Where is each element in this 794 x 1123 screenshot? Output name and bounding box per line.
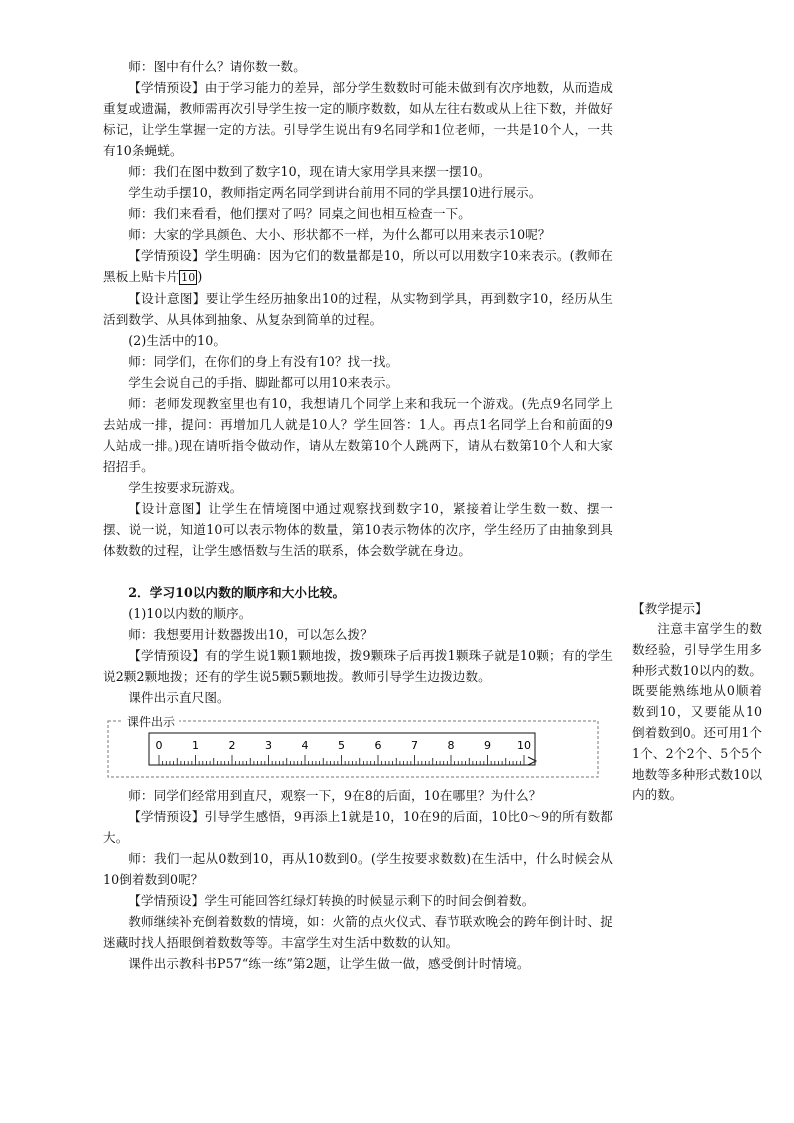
paragraph-bottom-3: 师：我们一起从0数到10，再从10数到0。(学生按要求数数)在生活中，什么时候会从10倒着数到0呢？ — [103, 851, 613, 887]
paragraph-bottom-5: 教师继续补充倒着数数的情境，如：火箭的点火仪式、春节联欢晚会的跨年倒计时、捉迷藏时找人捂眼倒着数数等等。丰富学生对生活中数数的认知。 — [103, 914, 613, 950]
paragraph-bottom-4: 【学情预设】学生可能回答红绿灯转换的时候显示剩下的时间会倒着数。 — [128, 893, 535, 908]
ruler-caption: 课件出示 — [123, 713, 179, 730]
paragraph-top-1: 师：图中有什么？请你数一数。 — [128, 59, 306, 74]
paragraph-mid-4: 学生会说自己的手指、脚趾都可以用10来表示。 — [128, 375, 399, 390]
paragraph-top-5: 师：我们来看看，他们摆对了吗？同桌之间也相互检查一下。 — [128, 206, 471, 221]
paragraph-mid-7: 【设计意图】让学生在情境图中通过观察找到数字10，紧接着让学生数一数、摆一摆、说一说，知道10可以表示物体的数量，第10表示物体的次序，学生经历了由抽象到具体数数的过程，让学生感悟数与生活的联系，体会数学就在身边。 — [103, 501, 613, 558]
card-paragraph-text: 【学情预设】学生明确：因为它们的数量都是10，所以可以用数字10来表示。(教师在黑板上贴卡片 — [103, 248, 613, 284]
paragraph-mid-2: (2)生活中的10。 — [128, 333, 227, 348]
ruler-number: 7 — [411, 739, 418, 752]
paragraph-mid-1: 【设计意图】要让学生经历抽象出10的过程，从实物到学具，再到数字10，经历从生活到数学、从具体到抽象、从复杂到简单的过程。 — [103, 291, 613, 327]
paragraph-s2-2: 师：我想要用计数器拨出10，可以怎么拨？ — [128, 627, 373, 642]
ruler-number: 5 — [338, 739, 345, 752]
middle-paragraphs — [103, 288, 613, 561]
paragraph-top-4: 学生动手摆10，教师指定两名同学到讲台前用不同的学具摆10进行展示。 — [128, 185, 542, 200]
section2-paragraphs — [103, 603, 613, 708]
paragraph-bottom-1: 师：同学们经常用到直尺，观察一下，9在8的后面，10在哪里？为什么？ — [128, 788, 542, 803]
lesson-main-column — [103, 56, 613, 974]
number-card: 10 — [181, 271, 196, 284]
paragraph-top-3: 师：我们在图中数到了数字10，现在请大家用学具来摆一摆10。 — [128, 164, 491, 179]
card-paragraph — [103, 245, 613, 288]
teaching-tip-sidebar — [632, 598, 762, 806]
paragraph-bottom-2: 【学情预设】引导学生感悟，9再添上1就是10，10在9的后面，10比0～9的所有数都大。 — [103, 809, 613, 845]
teaching-tip-title: 【教学提示】 — [632, 601, 708, 616]
ruler-number: 10 — [517, 739, 531, 752]
paragraph-s2-4: 课件出示直尺图。 — [128, 690, 230, 705]
paragraph-mid-3: 师：同学们，在你们的身上有没有10？找一找。 — [128, 354, 399, 369]
ruler-number: 1 — [192, 739, 199, 752]
ruler-number: 6 — [374, 739, 382, 752]
ruler-number: 3 — [265, 739, 272, 752]
ruler-number: 2 — [228, 739, 236, 752]
teaching-tip-text: 注意丰富学生的数数经验，引导学生用多种形式数10以内的数。既要能熟练地从0顺着数到10，又要能从10倒着数到0。还可用1个1个、2个2个、5个5个地数等多种形式数10以内的数。 — [632, 621, 762, 803]
card-paragraph-tail: ) — [197, 269, 203, 284]
paragraph-mid-6: 学生按要求玩游戏。 — [128, 480, 243, 495]
ruler-number: 9 — [484, 739, 491, 752]
paragraph-s2-1: (1)10以内数的顺序。 — [128, 606, 252, 621]
ruler-number: 0 — [155, 739, 163, 752]
bottom-paragraphs — [103, 785, 613, 974]
paragraph-top-2: 【学情预设】由于学习能力的差异，部分学生数数时可能未做到有次序地数，从而造成重复或遗漏，教师需再次引导学生按一定的顺序数数，如从左往右数或从上往下数，并做好标记，让学生掌握一定的方法。引导学生说出有9名同学和1位老师，一共是10个人，一共有10条蝇蜣。 — [103, 80, 613, 158]
ruler-number: 4 — [301, 739, 309, 752]
paragraph-top-6: 师：大家的学具颜色、大小、形状都不一样，为什么都可以用来表示10呢？ — [128, 227, 551, 242]
ruler-figure — [103, 713, 603, 779]
paragraph-bottom-6: 课件出示教科书P57“练一练”第2题，让学生做一做，感受倒计时情境。 — [128, 956, 530, 971]
paragraph-s2-3: 【学情预设】有的学生说1颗1颗地拨，拨9颗珠子后再拨1颗珠子就是10颗；有的学生说2颗2颗地拨；还有的学生说5颗5颗地拨。教师引导学生边拨边数。 — [103, 648, 613, 684]
paragraph-mid-5: 师：老师发现教室里也有10，我想请几个同学上来和我玩一个游戏。(先点9名同学上去站成一排，提问：再增加几人就是10人？学生回答：1人。再点1名同学上台和前面的9人站成一排。)现在请听指令做动作，请从左数第10个人跳两下，请从右数第10个人和大家招招手。 — [103, 396, 613, 474]
ruler-number: 8 — [447, 739, 455, 752]
top-paragraphs — [103, 56, 613, 245]
section2-heading: 2．学习10以内数的顺序和大小比较。 — [128, 585, 346, 600]
